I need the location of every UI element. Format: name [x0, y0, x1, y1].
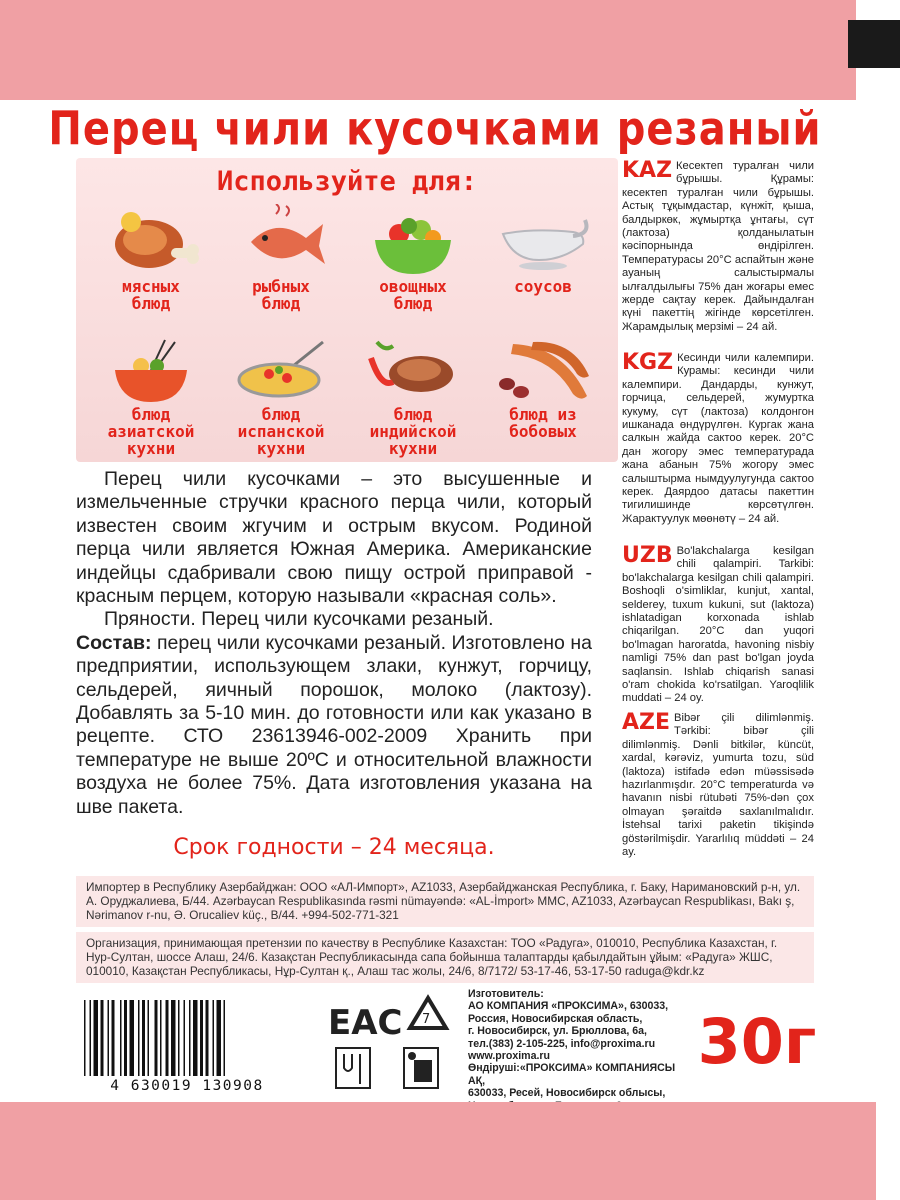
- salad-bowl-icon: [363, 204, 463, 278]
- importer-azerbaijan: Импортер в Республику Азербайджан: ООО «АЛ-Импорт», AZ1033, Азербайджанская Республика, г. Баку, Наримановский р-н, ул. А. Оруджалиева, Б/44. Azərbaycan Respublikasında rəsmi nümayəndə: «AL-İmport» MMC, AZ1033, Azərbaycan Respublikası, Bakı ş, Nərimanov r-nu, Ə. Orucaliev küç., B/44. +994-502-771-321: [76, 876, 814, 927]
- product-title: Перец чили кусочками резаный: [48, 103, 822, 156]
- top-pink-band: [0, 0, 856, 100]
- lang-block-kgz: [622, 352, 814, 526]
- trash-bin-icon: [404, 1048, 438, 1088]
- use-item-label: рыбных блюд: [252, 277, 310, 313]
- product-description: [76, 468, 592, 819]
- use-item-label: овощных блюд: [379, 277, 447, 313]
- lang-text: Кесинди чили калемпири. Курамы: кесинди чили калемпири. Дандарды, кунжут, горчица, сельдерей, жумуртка кукуму, сүт (лактоза) колдонгон ишканада өндүрүлгөн. Кургак жана салкын жайда сактоо керек. 20°С дан жогору эмес температурада жана абанын 75% жогору эмес салыштырма нымдуулугунда сактоо керек. Даярдоо датасы пакеттин тигилишинде көрсөтүлгөн. Жарактуулук мөөнөтү – 24 ай.: [622, 352, 814, 525]
- use-item-vegetables: [348, 204, 478, 312]
- description-composition: [76, 632, 592, 819]
- composition-label: Состав:: [76, 631, 152, 654]
- fish-icon: [231, 204, 331, 278]
- beans-icon: [493, 336, 593, 406]
- use-item-spanish: [216, 336, 346, 457]
- lang-text: Bibər çili dilimlənmiş. Tərkibi: bibər çili dilimlənmiş. Dənli bitkilər, küncüt, xardal, kərəviz, yumurta tozu, süd (laktoza) istifadə edən müəssisədə hazırlanmışdır. 20°C temperaturda və havanın nisbi rütubəti 75%-dən çox olmayan şəraitdə saxlanılmalıdır. İstehsal tarixi paketin tikişində göstərilmişdir. Yararlılıq müddəti – 24 ay.: [622, 712, 814, 859]
- bottom-pink-band: [0, 1102, 876, 1200]
- lang-code: KAZ: [622, 158, 673, 183]
- shelf-life: Срок годности – 24 месяца.: [173, 835, 495, 860]
- asian-wok-icon: [101, 336, 201, 406]
- usage-panel: [76, 158, 618, 462]
- manufacturer-info: Изготовитель: АО КОМПАНИЯ «ПРОКСИМА», 630033, Россия, Новосибирская область, г. Новосибирск, ул. Брюллова, 6а, тел.(383) 2-105-225, info@proxima.ru www.proxima.ru Өндіруші:«ПРОКСИМА» КОМПАНИЯСЫ АҚ, 630033, Ресей, Новосибирск облысы,: [468, 988, 676, 1100]
- composition-text: перец чили кусочками резаный. Изготовлено на предприятии, использующем злаки, кунжут, горчицу, сельдерей, яичный порошок, молоко (лактозу). Добавлять за 5-10 мин. до готовности или как указано в рецепте. СТО 23613946-002-2009 Хранить при температуре не выше 20ºС и относительной влажности воздуха не более 75%. Дата изготовления указана на шве пакета.: [76, 631, 592, 818]
- lang-block-aze: [622, 712, 814, 859]
- lang-code: AZE: [622, 710, 671, 735]
- net-weight: 30г: [697, 1005, 817, 1078]
- barcode: [76, 1000, 298, 1082]
- lang-text: Кесектеп туралған чили бұрышы. Құрамы: кесектеп туралған чили бұрышы. Астық тұқымдастар, күнжіт, қыша, балдыркөк, жұмыртқа ұнтағы, сүт (лактоза) қолданылатын кәсіпорнында өндірілген. Температурасы 20°С аспайтын және ауаның салыстырмалы ылғалдылығы 75% дан жоғары емес жерде сақтау керек. Дайындалған күні пакеттің жігінде көрсетілген. Жарамдылық мерзімі – 24 ай.: [622, 160, 814, 333]
- claims-kazakhstan: Организация, принимающая претензии по качеству в Республике Казахстан: ТОО «Радуга», 010010, Республика Казахстан, г. Нур-Султан, шоссе Алаш, 24/6. Казақстан Республикасында сапа бойынша талаптарды қабылдайтын ұйым: «Радуга» ЖШС, 010010, Казақстан Республикасы, Нұр-Султан қ., Алаш тас жолы, 24/6, 8/7172/ 53-17-46, 53-17-50 raduga@kdr.kz: [76, 932, 814, 983]
- use-item-label: блюд из бобовых: [509, 405, 577, 441]
- meat-icon: [101, 204, 201, 278]
- lang-block-uzb: [622, 545, 814, 706]
- eac-mark: EAC: [328, 1003, 403, 1043]
- lang-block-kaz: [622, 160, 814, 334]
- use-item-legumes: [478, 336, 608, 440]
- description-paragraph: Перец чили кусочками – это высушенные и измельченные стручки красного перца чили, который известен своим жгучим и острым вкусом. Родиной перца чили является Южная Америка. Американские индейцы сдабривали свою пищу острой приправой - красным перцем, которую называли «красная соль».: [76, 468, 592, 608]
- food-safe-icon: [336, 1048, 370, 1088]
- lang-code: KGZ: [622, 350, 674, 375]
- use-item-label: соусов: [514, 277, 572, 296]
- use-item-indian: [348, 336, 478, 457]
- certification-icons: [324, 990, 464, 1094]
- use-item-label: блюд индийской кухни: [369, 405, 457, 458]
- eac-icon: [328, 1003, 403, 1043]
- sauce-boat-icon: [493, 204, 593, 278]
- use-item-label: блюд испанской кухни: [237, 405, 325, 458]
- use-item-sauces: [478, 204, 608, 295]
- recycle-icon: [410, 998, 446, 1028]
- use-item-meat: [86, 204, 216, 312]
- usage-heading: Используйте для:: [216, 166, 478, 197]
- paella-icon: [231, 336, 331, 406]
- description-category: Пряности. Перец чили кусочками резаный.: [104, 608, 494, 631]
- lang-text: Bo'lakchalarga kesilgan chili qalampiri. Tarkibi: bo'lakchalarga kesilgan chili qalampiri. Boshoqli o'simliklar, kunjut, xantal, selderey, tuxum kukuni, sut (laktoza) ishlatadigan korxonada ishlab chiqarilgan. 20°C dan yuqori bo'lmagan haroratda, havoning nisbiy namligi 75% dan past bo'lgan joyda saqlansin. Ishlab chiqarish sanasi o'ram chokida ko'rsatilgan. Yaroqlilik muddati – 24 oy.: [622, 545, 814, 705]
- lang-code: UZB: [622, 543, 673, 568]
- recycle-number: 7: [422, 1012, 431, 1027]
- barcode-number: 4 630019 130908: [110, 1078, 264, 1094]
- use-item-label: блюд азиатской кухни: [107, 405, 195, 458]
- indian-dish-icon: [363, 336, 463, 406]
- corner-black-mark: [848, 20, 900, 68]
- use-item-label: мясных блюд: [122, 277, 180, 313]
- use-item-asian: [86, 336, 216, 457]
- use-item-fish: [216, 204, 346, 312]
